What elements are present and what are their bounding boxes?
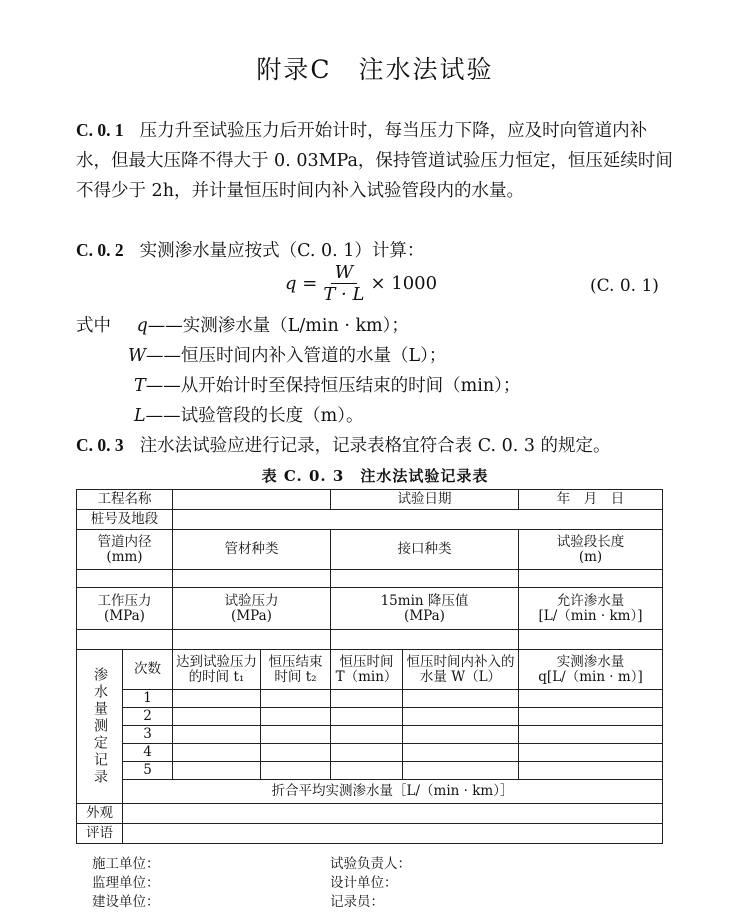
- label-test-lead: 试验负责人：: [330, 856, 411, 872]
- cell-empty: [403, 744, 519, 762]
- cell-comment-label: 评语: [77, 824, 123, 844]
- cell-empty: [403, 762, 519, 780]
- cell-empty: [331, 708, 403, 726]
- table-row: [77, 804, 663, 824]
- table-row: [77, 690, 663, 708]
- clause-text: 压力升至试验压力后开始计时，每当压力下降，应及时向管道内补水，但最大压降不得大于 0. 03MPa，保持管道试验压力恒定，恒压延续时间不得少于 2h，并计量恒压时间内补入试验管段内的水量。: [76, 121, 673, 201]
- cell-row-number: 5: [123, 762, 173, 780]
- formula-lhs: q =: [285, 273, 318, 294]
- table-row: [77, 780, 663, 804]
- cell-row-number: 1: [123, 690, 173, 708]
- cell-average: 折合平均实测渗水量［L/（min · km）］: [123, 780, 663, 804]
- table-row: [77, 530, 663, 570]
- cell-project-name-label: 工程名称: [77, 490, 173, 510]
- def-symbol: L: [134, 406, 146, 426]
- formula: [285, 262, 437, 305]
- clause-id: C. 0. 2: [76, 240, 124, 260]
- header-count: 次数: [123, 650, 173, 690]
- table-row: [77, 650, 663, 690]
- cell-empty: [519, 762, 663, 780]
- cell-empty: [173, 708, 261, 726]
- formula-numerator: W: [331, 262, 358, 284]
- table-row: [77, 630, 663, 650]
- cell-empty: [173, 744, 261, 762]
- table-row: [77, 570, 663, 588]
- table-row: [77, 762, 663, 780]
- clause-c03: [76, 430, 676, 461]
- cell-empty: [261, 690, 331, 708]
- label-recorder: 记录员：: [330, 894, 384, 910]
- cell-project-name-value: [173, 490, 331, 510]
- cell-row-number: 4: [123, 744, 173, 762]
- table-row: [77, 708, 663, 726]
- cell-empty: [519, 690, 663, 708]
- def-text: ——恒压时间内补入管道的水量（L）；: [146, 346, 447, 366]
- def-t: [134, 372, 520, 397]
- cell-side-label: 渗水量测定记录: [77, 650, 123, 804]
- cell-empty: [519, 744, 663, 762]
- page-title: 附录C 注水法试验: [256, 55, 494, 84]
- clause-text: 实测渗水量应按式（C. 0. 1）计算：: [139, 241, 425, 261]
- cell-pipe-material: 管材种类: [173, 530, 331, 570]
- table-row: [77, 726, 663, 744]
- cell-empty: [77, 570, 173, 588]
- cell-empty: [519, 726, 663, 744]
- cell-appearance-label: 外观: [77, 804, 123, 824]
- def-symbol: q: [136, 316, 148, 336]
- formula-fraction: [323, 262, 364, 305]
- cell-empty: [261, 726, 331, 744]
- formula-denominator: T · L: [323, 284, 365, 305]
- cell-empty: [261, 708, 331, 726]
- table-row: [77, 588, 663, 630]
- label-owner-unit: 建设单位：: [92, 894, 160, 910]
- cell-empty: [173, 690, 261, 708]
- header-const-time: 恒压时间 T（min）: [331, 650, 403, 690]
- def-l: [134, 402, 363, 427]
- cell-empty: [403, 708, 519, 726]
- cell-empty: [403, 726, 519, 744]
- def-symbol: W: [128, 346, 146, 366]
- cell-section-length: 试验段长度 (m): [519, 530, 663, 570]
- cell-drop-15min: 15min 降压值 (MPa): [331, 588, 519, 630]
- equation-number: (C. 0. 1): [590, 276, 659, 296]
- cell-empty: [173, 726, 261, 744]
- cell-empty: [519, 630, 663, 650]
- label-design-unit: 设计单位：: [330, 875, 398, 891]
- formula-rhs: × 1000: [370, 273, 438, 294]
- cell-empty: [261, 744, 331, 762]
- label-construction-unit: 施工单位：: [92, 856, 160, 872]
- def-text: ——实测渗水量（L/min · km）；: [147, 316, 409, 336]
- cell-empty: [331, 726, 403, 744]
- header-water: 恒压时间内补入的水量 W（L）: [403, 650, 519, 690]
- cell-station-value: [173, 510, 663, 530]
- cell-empty: [331, 762, 403, 780]
- cell-empty: [331, 630, 519, 650]
- cell-empty: [331, 570, 519, 588]
- cell-station-label: 桩号及地段: [77, 510, 173, 530]
- def-prefix: 式中: [76, 316, 111, 336]
- table-row: [77, 744, 663, 762]
- cell-empty: [173, 630, 331, 650]
- label-supervision-unit: 监理单位：: [92, 875, 160, 891]
- clause-c01: [76, 115, 676, 206]
- clause-id: C. 0. 3: [76, 435, 124, 455]
- def-text: ——试验管段的长度（m）。: [145, 406, 364, 426]
- clause-id: C. 0. 1: [76, 120, 124, 140]
- clause-text: 注水法试验应进行记录，记录表格宜符合表 C. 0. 3 的规定。: [139, 436, 611, 456]
- table-caption: 表 C. 0. 3 注水法试验记录表: [261, 467, 489, 485]
- cell-empty: [173, 762, 261, 780]
- cell-empty: [403, 690, 519, 708]
- cell-empty: [77, 630, 173, 650]
- table-row: [77, 490, 663, 510]
- header-end-time: 恒压结束时间 t₂: [261, 650, 331, 690]
- cell-test-date-value: 年 月 日: [519, 490, 663, 510]
- cell-test-pressure: 试验压力 (MPa): [173, 588, 331, 630]
- header-seepage: 实测渗水量 q[L/（min · m）]: [519, 650, 663, 690]
- cell-allowed-seepage: 允许渗水量 [L/（min · km）]: [519, 588, 663, 630]
- cell-empty: [331, 744, 403, 762]
- cell-test-date-label: 试验日期: [331, 490, 519, 510]
- cell-appearance-value: [123, 804, 663, 824]
- cell-empty: [173, 570, 331, 588]
- cell-pipe-diameter: 管道内径 (mm): [77, 530, 173, 570]
- def-w: [128, 342, 446, 367]
- cell-joint-type: 接口种类: [331, 530, 519, 570]
- cell-empty: [519, 708, 663, 726]
- cell-empty: [519, 570, 663, 588]
- def-symbol: T: [134, 376, 146, 396]
- def-text: ——从开始计时至保持恒压结束的时间（min）；: [145, 376, 521, 396]
- header-reach-time: 达到试验压力的时间 t₁: [173, 650, 261, 690]
- table-row: [77, 510, 663, 530]
- cell-empty: [261, 762, 331, 780]
- cell-work-pressure: 工作压力 (MPa): [77, 588, 173, 630]
- cell-comment-value: [123, 824, 663, 844]
- def-q: [76, 312, 409, 337]
- record-table: [76, 489, 663, 844]
- cell-empty: [331, 690, 403, 708]
- cell-row-number: 2: [123, 708, 173, 726]
- cell-row-number: 3: [123, 726, 173, 744]
- table-row: [77, 824, 663, 844]
